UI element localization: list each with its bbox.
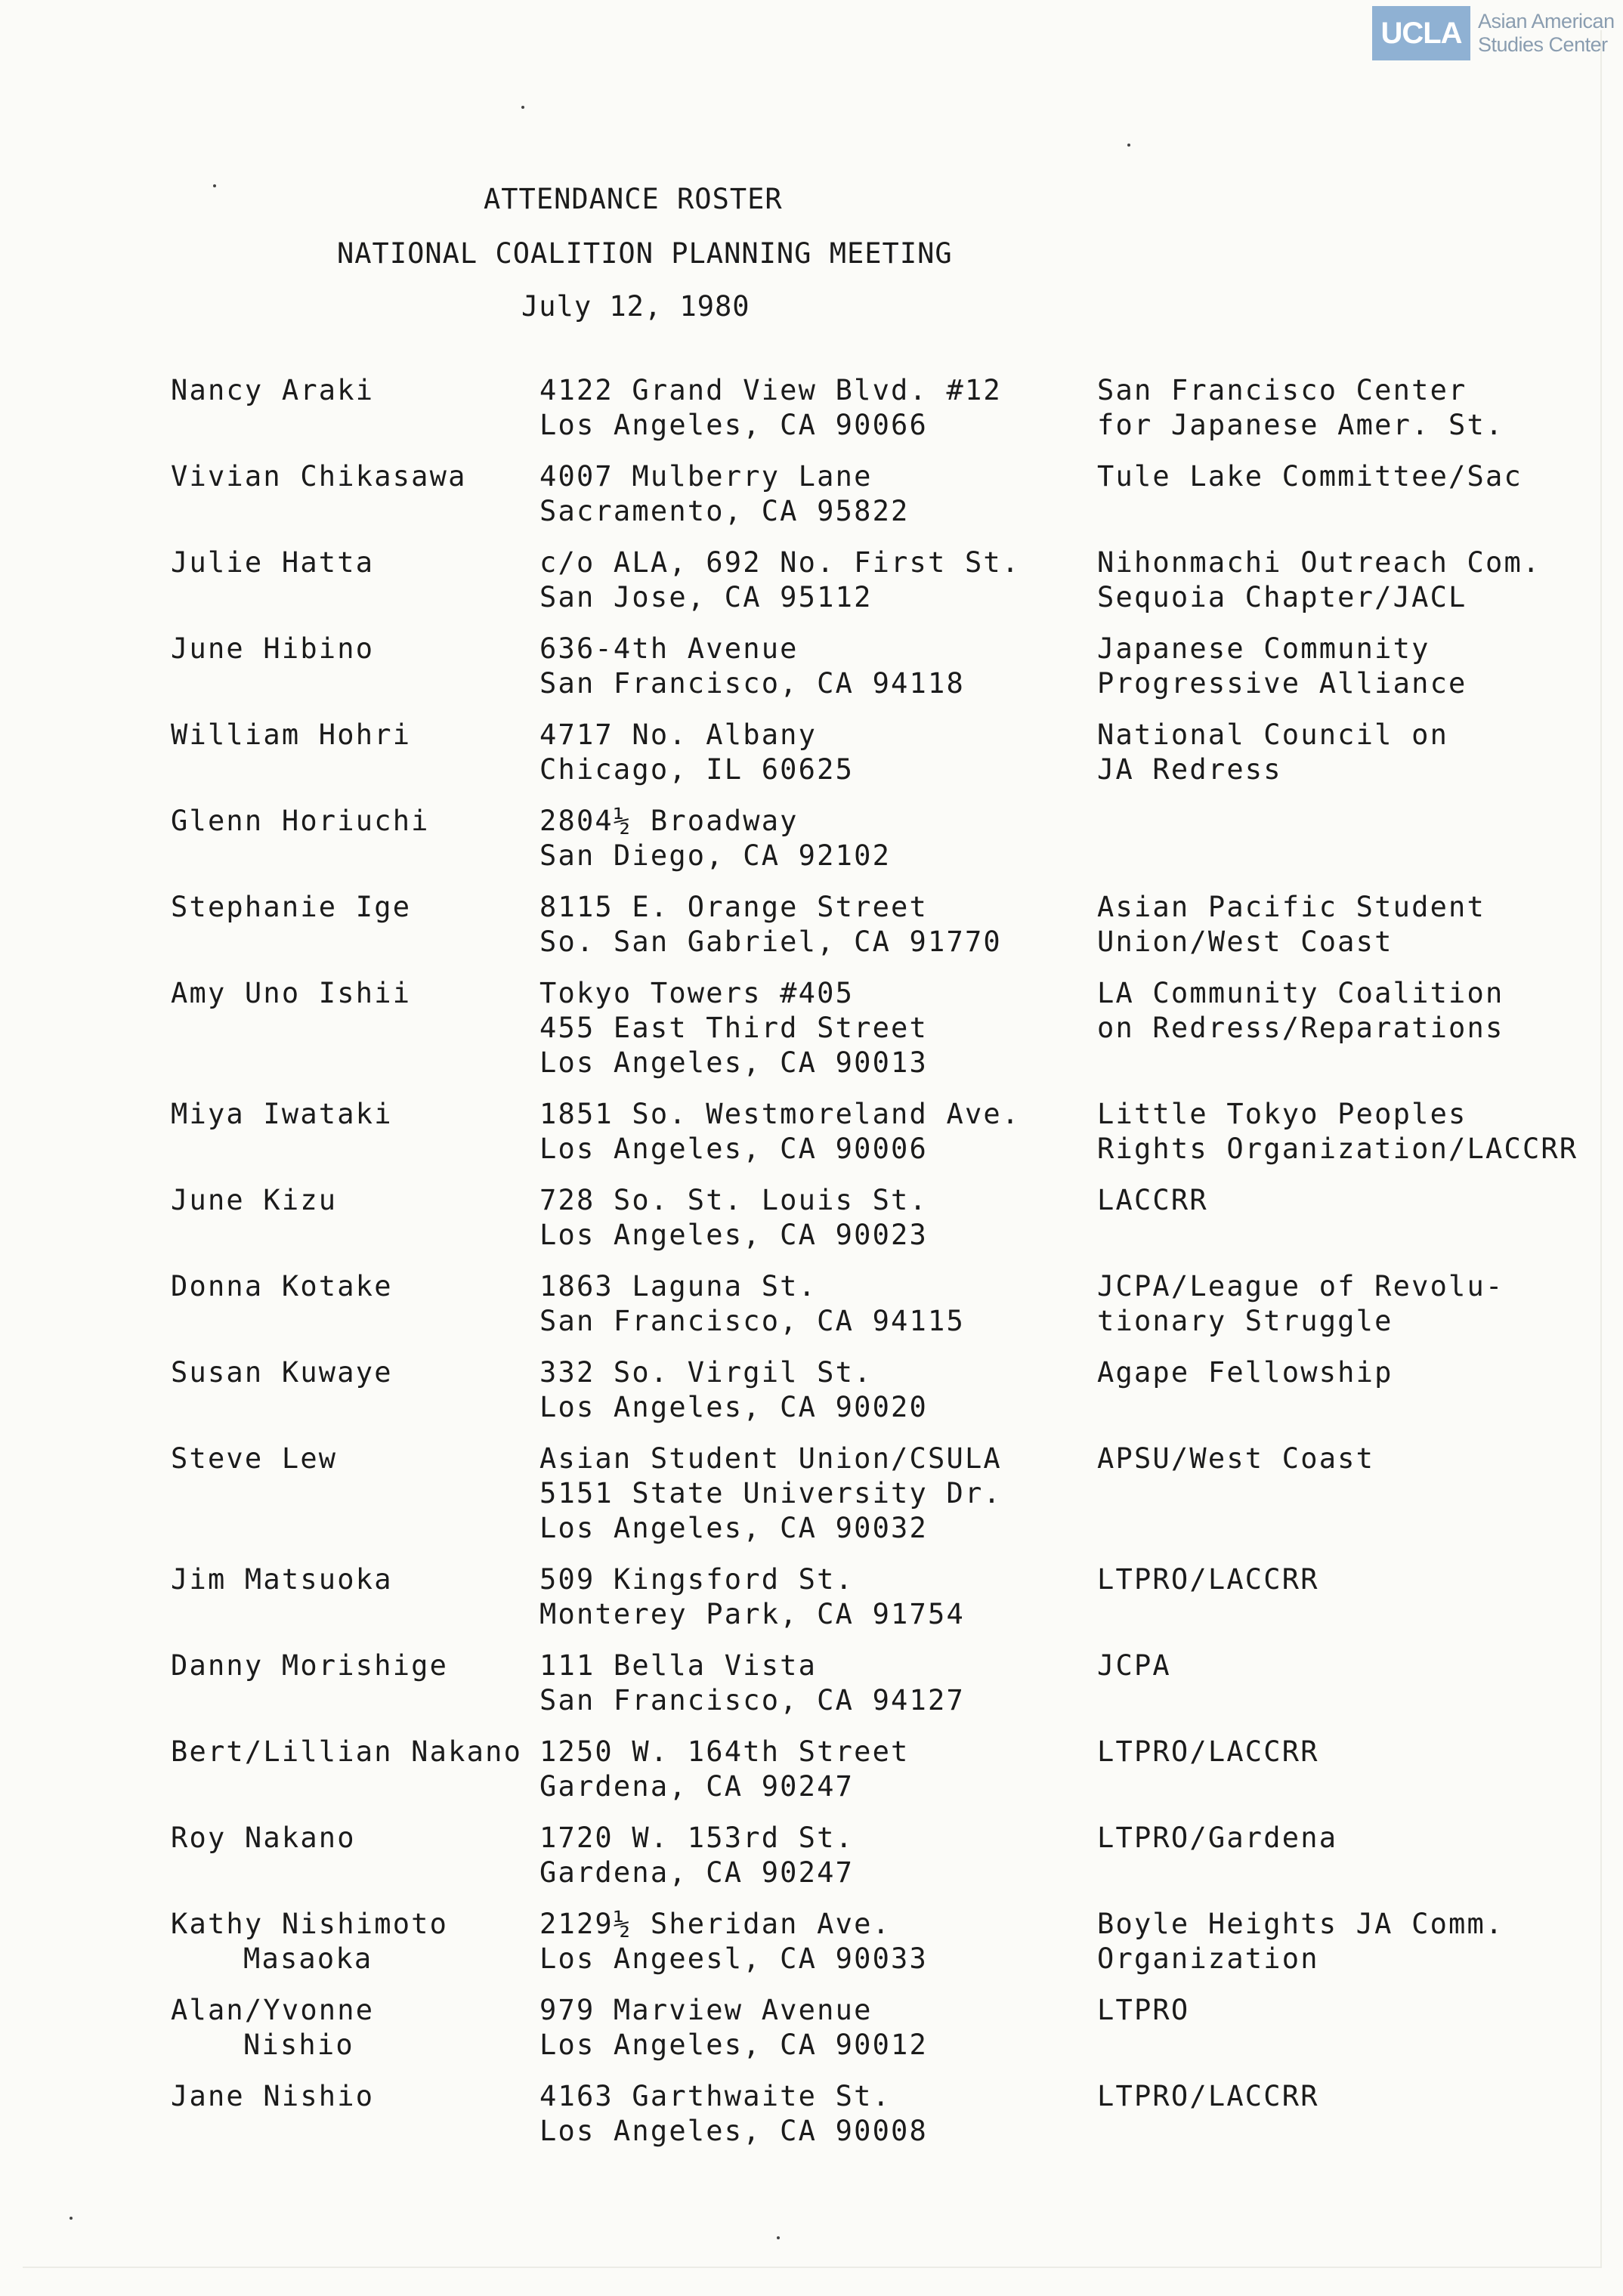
attendee-address [539,2079,928,2149]
attendee-organization-line: Nihonmachi Outreach Com. [1097,546,1541,579]
logo-line-1: Asian American [1478,10,1615,32]
attendee-address-line: 1851 So. Westmoreland Ave. [539,1098,1021,1130]
roster-title: ATTENDANCE ROSTER [484,183,783,215]
attendee-organization-line: San Francisco Center [1097,374,1467,406]
attendee-address-line: San Diego, CA 92102 [539,839,892,872]
attendee-organization-line: LA Community Coalition [1097,977,1504,1009]
attendee-name-line: Alan/Yvonne [171,1994,375,2026]
attendee-address-line: San Francisco, CA 94115 [539,1305,965,1337]
attendee-address-line: San Jose, CA 95112 [539,581,873,613]
attendee-name-line: June Kizu [171,1184,338,1216]
attendee-name [171,804,430,839]
attendee-address [539,890,1002,959]
attendee-address-line: 509 Kingsford St. [539,1563,855,1596]
attendee-address [539,632,965,701]
attendee-name-line: Bert/Lillian Nakano [171,1735,523,1768]
attendee-address-line: Asian Student Union/CSULA [539,1442,1002,1475]
attendee-organization-line: LTPRO/LACCRR [1097,2080,1319,2112]
attendee-address-line: 455 East Third Street [539,1012,928,1044]
attendee-name [171,1097,393,1132]
ucla-aasc-logo [1372,6,1615,60]
attendee-organization-line: Asian Pacific Student [1097,891,1485,923]
attendee-address [539,1269,965,1339]
attendee-address [539,1442,1002,1546]
attendee-address-line: 728 So. St. Louis St. [539,1184,928,1216]
paper-speck [521,106,524,109]
attendee-name [171,1269,393,1304]
attendee-address-line: Sacramento, CA 95822 [539,495,910,527]
attendee-address [539,1562,965,1632]
attendee-address [539,1183,928,1253]
attendee-name [171,373,374,408]
attendee-organization [1097,459,1523,494]
attendee-name-line: Stephanie Ige [171,891,412,923]
attendee-name [171,976,411,1011]
attendee-organization [1097,545,1541,615]
attendee-address-line: Los Angeles, CA 90008 [539,2115,928,2147]
attendee-name [171,1183,337,1218]
attendee-organization-line: National Council on [1097,718,1449,751]
attendee-name-line: William Hohri [171,718,412,751]
attendee-name-line: Jane Nishio [171,2080,375,2112]
attendee-organization [1097,1097,1578,1167]
attendee-address-line: Los Angeles, CA 90032 [539,1512,928,1544]
attendee-name [171,1735,522,1769]
attendee-organization-line: Tule Lake Committee/Sac [1097,460,1523,493]
attendee-organization [1097,1269,1504,1339]
attendee-name-line: Nancy Araki [171,374,375,406]
attendee-name [171,1993,374,2063]
attendee-address-line: Los Angeesl, CA 90033 [539,1942,928,1975]
attendee-address [539,1907,928,1976]
attendee-address-line: Gardena, CA 90247 [539,1770,855,1803]
attendee-name [171,1562,393,1597]
attendee-organization-line: Japanese Community [1097,632,1430,665]
attendee-organization [1097,1735,1319,1769]
paper-speck [1127,144,1130,147]
attendee-address [539,459,910,529]
attendee-address-line: 2129½ Sheridan Ave. [539,1908,892,1940]
attendee-organization-line: Rights Organization/LACCRR [1097,1133,1578,1165]
attendee-address-line: Los Angeles, CA 90023 [539,1219,928,1251]
attendee-name [171,2079,374,2114]
attendee-name-line: Steve Lew [171,1442,338,1475]
attendee-address-line: 4122 Grand View Blvd. #12 [539,374,1002,406]
attendee-organization [1097,1993,1189,2028]
attendee-organization-line: Little Tokyo Peoples [1097,1098,1467,1130]
attendee-address [539,976,928,1080]
attendee-address-line: Los Angeles, CA 90020 [539,1391,928,1423]
attendee-address-line: 636-4th Avenue [539,632,799,665]
attendee-organization [1097,632,1467,701]
logo-mark: UCLA [1372,6,1470,60]
attendee-address-line: 8115 E. Orange Street [539,891,928,923]
attendee-name-line: Nishio [243,2029,354,2061]
attendee-address-line: 2804½ Broadway [539,805,799,837]
attendee-name [171,890,411,925]
paper-speck [777,2236,780,2239]
attendee-organization [1097,2079,1319,2114]
attendee-name [171,459,467,494]
attendee-name-line: Masaoka [243,1942,373,1975]
attendee-organization [1097,890,1485,959]
attendee-address-line: Los Angeles, CA 90012 [539,2029,928,2061]
attendee-address-line: 111 Bella Vista [539,1649,818,1682]
attendee-organization-line: LTPRO/LACCRR [1097,1563,1319,1596]
attendee-organization-line: JA Redress [1097,753,1282,786]
attendee-organization-line: JCPA/League of Revolu- [1097,1270,1504,1303]
attendee-name-line: June Hibino [171,632,375,665]
attendee-name-line: Roy Nakano [171,1822,356,1854]
attendee-address [539,373,1002,443]
attendee-address-line: 4717 No. Albany [539,718,818,751]
attendee-address-line: 4163 Garthwaite St. [539,2080,892,2112]
attendee-organization-line: Organization [1097,1942,1319,1975]
attendee-address-line: Los Angeles, CA 90013 [539,1046,928,1079]
attendee-address-line: 332 So. Virgil St. [539,1356,873,1389]
logo-line-2: Studies Center [1478,33,1608,56]
attendee-name-line: Kathy Nishimoto [171,1908,449,1940]
attendee-address-line: 1863 Laguna St. [539,1270,818,1303]
paper-speck [213,184,216,187]
attendee-address [539,1735,910,1804]
attendee-address [539,1097,1020,1167]
attendee-address-line: So. San Gabriel, CA 91770 [539,926,1002,958]
attendee-address-line: Tokyo Towers #405 [539,977,855,1009]
attendee-organization-line: for Japanese Amer. St. [1097,409,1504,441]
attendee-address-line: Monterey Park, CA 91754 [539,1598,965,1630]
attendee-address-line: Chicago, IL 60625 [539,753,855,786]
attendee-address-line: 5151 State University Dr. [539,1477,1002,1510]
attendee-address [539,545,1020,615]
attendee-name-line: Amy Uno Ishii [171,977,412,1009]
attendee-organization [1097,1907,1504,1976]
attendee-name-line: Jim Matsuoka [171,1563,393,1596]
attendee-name-line: Miya Iwataki [171,1098,393,1130]
paper-speck [70,2217,73,2220]
attendee-name [171,545,374,580]
attendee-name-line: Danny Morishige [171,1649,449,1682]
attendee-address [539,718,854,787]
attendee-name-line: Julie Hatta [171,546,375,579]
attendee-organization [1097,1442,1374,1476]
attendee-organization [1097,1183,1208,1218]
attendee-name [171,1821,356,1856]
attendee-name [171,632,374,666]
attendee-address-line: Los Angeles, CA 90066 [539,409,928,441]
attendee-organization [1097,1355,1393,1390]
attendee-organization-line: on Redress/Reparations [1097,1012,1504,1044]
attendee-name [171,1649,448,1683]
attendee-address [539,804,891,873]
logo-text [1478,10,1615,57]
attendee-address [539,1821,854,1890]
attendee-address-line: c/o ALA, 692 No. First St. [539,546,1021,579]
meeting-date: July 12, 1980 [521,290,750,323]
attendee-organization-line: LACCRR [1097,1184,1208,1216]
attendee-organization-line: Union/West Coast [1097,926,1393,958]
attendee-organization [1097,1821,1337,1856]
attendee-name [171,718,411,752]
attendee-organization [1097,718,1448,787]
attendee-address-line: 1250 W. 164th Street [539,1735,910,1768]
meeting-name: NATIONAL COALITION PLANNING MEETING [337,237,953,270]
attendee-name [171,1442,337,1476]
attendee-address [539,1355,928,1425]
attendee-address-line: 979 Marview Avenue [539,1994,873,2026]
attendee-address-line: San Francisco, CA 94118 [539,667,965,700]
attendee-name [171,1907,448,1976]
attendee-name-line: Glenn Horiuchi [171,805,430,837]
attendee-address [539,1993,928,2063]
attendee-organization-line: LTPRO [1097,1994,1190,2026]
attendee-address-line: Los Angeles, CA 90006 [539,1133,928,1165]
attendee-organization-line: tionary Struggle [1097,1305,1393,1337]
attendee-organization-line: JCPA [1097,1649,1171,1682]
attendee-name-line: Donna Kotake [171,1270,393,1303]
attendee-name [171,1355,393,1390]
attendee-address-line: 1720 W. 153rd St. [539,1822,855,1854]
attendee-address-line: San Francisco, CA 94127 [539,1684,965,1717]
attendee-organization [1097,1562,1319,1597]
attendee-organization-line: Agape Fellowship [1097,1356,1393,1389]
attendee-organization-line: LTPRO/LACCRR [1097,1735,1319,1768]
attendee-address [539,1649,965,1718]
attendee-organization-line: Boyle Heights JA Comm. [1097,1908,1504,1940]
attendee-organization [1097,1649,1171,1683]
attendee-address-line: 4007 Mulberry Lane [539,460,873,493]
attendee-organization-line: Progressive Alliance [1097,667,1467,700]
attendee-name-line: Vivian Chikasawa [171,460,467,493]
attendee-organization-line: LTPRO/Gardena [1097,1822,1338,1854]
attendee-organization-line: Sequoia Chapter/JACL [1097,581,1467,613]
attendee-organization [1097,976,1504,1046]
attendee-name-line: Susan Kuwaye [171,1356,393,1389]
attendee-organization-line: APSU/West Coast [1097,1442,1375,1475]
attendee-organization [1097,373,1504,443]
attendee-address-line: Gardena, CA 90247 [539,1856,855,1889]
